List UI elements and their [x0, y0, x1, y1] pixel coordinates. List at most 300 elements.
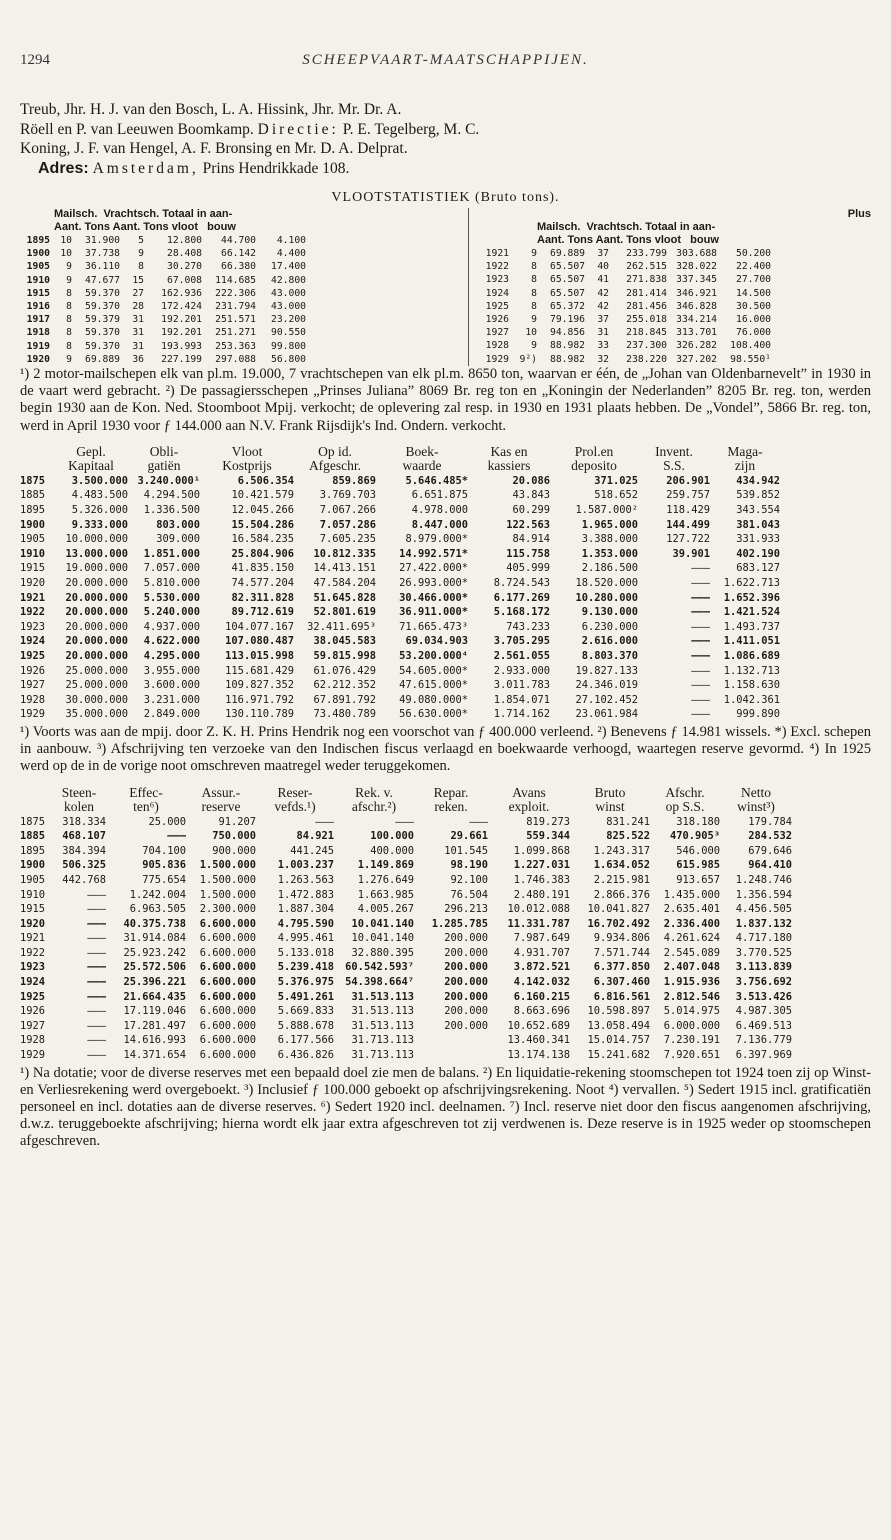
fleet-left-cell: 67.008: [167, 274, 202, 286]
reserves-table-cell: 6.600.000: [199, 976, 256, 989]
capital-table-cell: ———: [691, 562, 710, 575]
reserves-table-cell: ———: [87, 946, 106, 959]
directie-label: Directie:: [257, 120, 339, 138]
fleet-right-row: [475, 287, 871, 300]
capital-table-cell: 130.110.789: [225, 708, 294, 721]
capital-table-header-cell: kassiers: [487, 459, 531, 474]
capital-table-cell: 26.993.000*: [399, 577, 468, 589]
fleet-left-cell: 8: [66, 340, 72, 352]
capital-table-cell: 67.891.792: [313, 693, 376, 706]
capital-table-cell: 49.080.000*: [399, 693, 468, 706]
reserves-table-cell: 31.513.113: [351, 990, 414, 1003]
fleet-right-cell: 14.500: [736, 287, 771, 299]
fleet-right-cell: 1929: [485, 353, 509, 365]
fleet-left-half: [20, 208, 469, 366]
fleet-left-cell: 8: [66, 301, 72, 313]
reserves-table-header-cell: Effec-: [129, 785, 163, 800]
capital-table-cell: 3.240.000¹: [137, 474, 200, 487]
reserves-table-cell: 1.356.594: [735, 888, 792, 901]
capital-table-cell: 1885: [20, 489, 46, 502]
fleet-left-cell: 27: [132, 287, 144, 299]
reserves-table-cell: 3.756.692: [735, 976, 792, 989]
capital-table-cell: 1927: [20, 679, 46, 692]
capital-table-cell: 30.000.000: [65, 693, 128, 706]
capital-table-cell: 115.681.429: [225, 664, 294, 677]
fleet-right-cell: 65.507: [550, 274, 585, 286]
reserves-table-row: [20, 1048, 871, 1063]
capital-table-header-cell: Obli-: [149, 444, 179, 459]
capital-table-cell: 25.000.000: [65, 664, 128, 677]
capital-table-header-cell: Afgeschr.: [308, 459, 362, 474]
fleet-left-cell: 59.370: [85, 301, 120, 313]
capital-table-cell: 118.429: [666, 504, 710, 517]
reserves-table-cell: 200.000: [444, 961, 488, 974]
fleet-right-cell: 42: [597, 287, 609, 299]
capital-table-cell: 4.937.000: [143, 620, 200, 633]
fleet-left-cell: 31.900: [85, 235, 120, 246]
fleet-right-cell: 32: [597, 353, 609, 365]
reserves-table-header-row: [20, 800, 871, 815]
fleet-left-cell: 31: [132, 340, 144, 352]
reserves-table-cell: 54.398.664⁷: [345, 976, 414, 989]
capital-table-cell: 206.901: [666, 474, 710, 487]
capital-table-cell: 259.757: [666, 489, 710, 502]
capital-table-cell: 3.011.783: [493, 679, 550, 692]
fleet-left-cell: 1917: [26, 314, 50, 326]
reserves-table-cell: 6.177.566: [277, 1034, 334, 1047]
capital-table-cell: 89.712.619: [231, 606, 294, 619]
reserves-table-cell: 6.963.505: [129, 903, 186, 916]
board-line-2: [20, 120, 871, 140]
reserves-table-cell: ———: [87, 1049, 106, 1062]
capital-table-cell: 3.388.000: [581, 533, 638, 546]
capital-table-cell: 53.200.000⁴: [399, 649, 468, 662]
fleet-right-row: [475, 300, 871, 313]
reserves-table-cell: 1.285.785: [431, 917, 488, 930]
reserves-table-cell: 468.107: [62, 830, 106, 843]
fleet-left-row: [20, 274, 468, 287]
capital-table-cell: 12.045.266: [231, 504, 294, 517]
reserves-table-cell: 559.344: [526, 830, 570, 843]
reserves-table-cell: [414, 1033, 488, 1048]
reserves-table-cell: 1920: [20, 917, 46, 930]
reserves-table-cell: 2.300.000: [199, 903, 256, 916]
reserves-table-row: [20, 1004, 871, 1019]
fleet-right-cell: 255.018: [626, 314, 667, 326]
capital-table-cell: ———: [691, 679, 710, 692]
fleet-left-cell: 28: [132, 301, 144, 313]
reserves-table-cell: 2.866.376: [593, 888, 650, 901]
reserves-table-cell: 6.000.000: [663, 1019, 720, 1032]
running-head: [20, 52, 871, 74]
fleet-left-cell: 30.270: [167, 261, 202, 273]
reserves-table-cell: 2.407.048: [663, 961, 720, 974]
reserves-table-cell: 13.058.494: [587, 1019, 650, 1032]
reserves-table-cell: ———: [87, 990, 106, 1003]
reserves-table-cell: 4.795.590: [277, 917, 334, 930]
fleet-left-header-1: Mailsch. Vrachtsch. Totaal in aan-: [54, 208, 233, 220]
fleet-right-cell: 8: [531, 274, 537, 286]
capital-table-cell: 683.127: [736, 562, 780, 575]
capital-table-cell: 1900: [20, 518, 46, 531]
capital-table-cell: 2.933.000: [493, 664, 550, 677]
capital-table-cell: 1926: [20, 664, 46, 677]
reserves-table-cell: 21.664.435: [123, 990, 186, 1003]
capital-table-cell: 3.955.000: [143, 664, 200, 677]
reserves-table-cell: 1.887.304: [277, 903, 334, 916]
fleet-left-cell: 17.400: [271, 261, 306, 273]
fleet-right-cell: 79.196: [550, 314, 585, 326]
capital-table-cell: 1.132.713: [723, 664, 780, 677]
capital-table-cell: 5.810.000: [143, 577, 200, 589]
board-line-2-end: P. E. Tegelberg, M. C.: [342, 120, 480, 138]
capital-table-cell: 4.295.000: [143, 649, 200, 662]
reserves-table-cell: 1923: [20, 961, 46, 974]
fleet-right-row: [475, 260, 871, 273]
fleet-right-cell: 218.845: [626, 327, 667, 339]
capital-table-cell: 36.911.000*: [399, 606, 468, 619]
capital-table-cell: ———: [691, 577, 710, 589]
reserves-table-cell: 775.654: [142, 873, 186, 886]
fleet-left-cell: 5: [138, 235, 144, 246]
capital-table-header-cell: Op id.: [318, 444, 352, 459]
fleet-left-cell: 10: [60, 235, 72, 246]
reserves-table-cell: 7.571.744: [593, 946, 650, 959]
capital-table-cell: 4.622.000: [143, 635, 200, 648]
fleet-left-cell: 1895: [26, 235, 50, 246]
capital-table-header-cell: Kapitaal: [68, 459, 114, 474]
capital-table-cell: 15.504.286: [231, 518, 294, 531]
reserves-table-header-cell: Assur.-: [201, 785, 241, 800]
capital-table-cell: 20.086: [512, 474, 550, 487]
capital-table-cell: ———: [691, 606, 710, 619]
reserves-table-row: [20, 888, 871, 903]
fleet-left-cell: 251.271: [215, 327, 256, 339]
reserves-table-header-cell: afschr.²): [351, 800, 397, 815]
capital-table-cell: 5.530.000: [143, 591, 200, 604]
capital-table-cell: 104.077.167: [225, 620, 294, 633]
address-street: Prins Hendrikkade 108.: [202, 159, 350, 177]
reserves-table-row: [20, 844, 871, 859]
reserves-table-cell: 7.987.649: [513, 932, 570, 945]
capital-table-cell: 13.000.000: [65, 547, 128, 560]
capital-table-cell: 2.616.000: [581, 635, 638, 648]
fleet-right-row: [475, 353, 871, 366]
capital-table-cell: 115.758: [506, 547, 550, 560]
reserves-table-cell: 400.000: [370, 844, 414, 857]
capital-table-cell: 18.520.000: [575, 577, 638, 589]
reserves-table-row: [20, 990, 871, 1005]
fleet-left-cell: 192.201: [161, 327, 202, 339]
reserves-table-cell: 1.915.936: [663, 976, 720, 989]
fleet-right-cell: 88.982: [550, 353, 585, 365]
capital-table-cell: 1925: [20, 649, 46, 662]
fleet-left-cell: 162.936: [161, 287, 202, 299]
address-label: Adres:: [38, 159, 89, 177]
reserves-table-header-cell: Afschr.: [665, 785, 705, 800]
fleet-left-cell: 15: [132, 274, 144, 286]
reserves-table-cell: 1910: [20, 888, 46, 901]
fleet-left-cell: 99.800: [271, 340, 306, 352]
reserves-table-header-cell: Rek. v.: [355, 785, 393, 800]
capital-table-cell: 116.971.792: [225, 693, 294, 706]
reserves-table-cell: 5.376.975: [277, 976, 334, 989]
reserves-table-cell: 2.215.981: [593, 873, 650, 886]
capital-table-cell: 6.230.000: [581, 620, 638, 633]
reserves-table-cell: 29.661: [450, 830, 488, 843]
reserves-table-cell: ———: [469, 815, 488, 828]
reserves-table-header-cell: Avans: [512, 785, 546, 800]
reserves-table-cell: 1.263.563: [277, 873, 334, 886]
reserves-table-cell: 284.532: [748, 830, 792, 843]
fleet-right-cell: 313.701: [676, 327, 717, 339]
fleet-left-cell: 1915: [26, 287, 50, 299]
reserves-table-cell: 6.600.000: [199, 946, 256, 959]
reserves-table-cell: 441.245: [290, 844, 334, 857]
fleet-left-cell: 59.370: [85, 327, 120, 339]
capital-table-cell: ———: [691, 664, 710, 677]
reserves-table-cell: 2.635.401: [663, 903, 720, 916]
reserves-table-cell: 1927: [20, 1019, 46, 1032]
running-title: SCHEEPVAART-MAATSCHAPPIJEN.: [302, 52, 589, 68]
capital-table-cell: 7.605.235: [319, 533, 376, 546]
fleet-left-cell: 251.571: [215, 314, 256, 326]
reserves-table-cell: 1922: [20, 946, 46, 959]
fleet-right-cell: 8: [531, 287, 537, 299]
reserves-table-cell: 1.837.132: [735, 917, 792, 930]
reserves-table-cell: 13.460.341: [507, 1034, 570, 1047]
reserves-table-cell: 1.099.868: [513, 844, 570, 857]
capital-table-cell: 113.015.998: [225, 649, 294, 662]
capital-table-cell: 2.561.055: [493, 649, 550, 662]
fleet-left-cell: 8: [66, 287, 72, 299]
fleet-right-cell: 9: [531, 248, 537, 259]
fleet-left-cell: 4.400: [276, 248, 306, 260]
fleet-left-cell: 12.800: [167, 235, 202, 246]
fleet-left-cell: 31: [132, 314, 144, 326]
reserves-table-header-cell: [20, 800, 52, 815]
capital-table-cell: 1.336.500: [143, 504, 200, 517]
reserves-table-cell: 200.000: [444, 932, 488, 945]
reserves-table-cell: 6.436.826: [277, 1049, 334, 1062]
capital-table-cell: 20.000.000: [65, 620, 128, 633]
capital-table-header-cell: zijn: [734, 459, 756, 474]
reserves-table-cell: 14.616.993: [123, 1034, 186, 1047]
capital-table-cell: 1.353.000: [581, 547, 638, 560]
capital-table-header-row: [20, 445, 871, 460]
reserves-table-cell: 3.872.521: [513, 961, 570, 974]
fleet-right-cell: 334.214: [676, 314, 717, 326]
capital-table-cell: 1.411.051: [723, 635, 780, 648]
reserves-table-cell: 1926: [20, 1005, 46, 1018]
fleet-left-row: [20, 326, 468, 339]
fleet-left-cell: 69.889: [85, 353, 120, 365]
capital-table-cell: 1.965.000: [581, 518, 638, 531]
reserves-table-cell: 7.230.191: [663, 1034, 720, 1047]
capital-table-cell: 127.722: [666, 533, 710, 546]
reserves-table-cell: 76.504: [450, 888, 488, 901]
capital-table-cell: 24.346.019: [575, 679, 638, 692]
reserves-table-cell: 4.931.707: [513, 946, 570, 959]
reserves-table-row: [20, 946, 871, 961]
capital-table-cell: 10.000.000: [65, 533, 128, 546]
capital-table-cell: ———: [691, 693, 710, 706]
capital-table-cell: 1875: [20, 474, 46, 487]
reserves-table-row: [20, 1019, 871, 1034]
fleet-right-cell: 271.838: [626, 274, 667, 286]
fleet-right-cell: 1924: [485, 287, 509, 299]
reserves-table-cell: 6.600.000: [199, 1049, 256, 1062]
capital-table-cell: 51.645.828: [313, 591, 376, 604]
reserves-table-cell: 546.000: [676, 844, 720, 857]
reserves-table-cell: 9.934.806: [593, 932, 650, 945]
reserves-table-cell: 1.242.004: [129, 888, 186, 901]
fleet-left-cell: 4.100: [276, 235, 306, 246]
capital-table-row: [20, 664, 871, 679]
fleet-right-cell: 10: [525, 327, 537, 339]
fleet-right-cell: 37: [597, 248, 609, 259]
reserves-table-cell: 1.227.031: [513, 859, 570, 872]
reserves-table-cell: 200.000: [444, 976, 488, 989]
capital-table-cell: 8.803.370: [581, 649, 638, 662]
reserves-table-cell: 5.133.018: [277, 946, 334, 959]
capital-table-cell: 539.852: [736, 489, 780, 502]
capital-table-cell: 62.212.352: [313, 679, 376, 692]
reserves-table-header-cell: reserve: [201, 800, 241, 815]
reserves-table-header-cell: reken.: [434, 800, 468, 815]
capital-table-row: [20, 591, 871, 606]
capital-table-cell: 144.499: [666, 518, 710, 531]
reserves-table-cell: 200.000: [444, 946, 488, 959]
reserves-table-row: [20, 975, 871, 990]
fleet-left-cell: 1910: [26, 274, 50, 286]
capital-table: [20, 445, 871, 722]
capital-table-cell: 3.769.703: [319, 489, 376, 502]
capital-table-cell: 14.413.151: [313, 562, 376, 575]
capital-table-cell: 6.506.354: [237, 474, 294, 487]
reserves-table-row: [20, 917, 871, 932]
fleet-right-cell: 37: [597, 314, 609, 326]
fleet-left-cell: 172.424: [161, 301, 202, 313]
reserves-table-header-cell: Reser-: [277, 785, 313, 800]
capital-table-cell: 8.979.000*: [405, 533, 468, 546]
reserves-table-cell: 6.377.850: [593, 961, 650, 974]
fleet-left-cell: 66.380: [221, 261, 256, 273]
reserves-table-cell: 2.812.546: [663, 990, 720, 1003]
fleet-right-cell: 9²): [519, 353, 537, 365]
fleet-right-cell: 65.372: [550, 300, 585, 312]
reserves-table-cell: 5.888.678: [277, 1019, 334, 1032]
reserves-table-cell: 1.243.317: [593, 844, 650, 857]
capital-table-header-cell: Kostprijs: [222, 459, 272, 474]
reserves-table-header-cell: vefds.¹): [274, 800, 316, 815]
capital-table-cell: 4.483.500: [71, 489, 128, 502]
capital-table-cell: 1924: [20, 635, 46, 648]
address-line: [20, 159, 871, 179]
reserves-table-cell: 1924: [20, 976, 46, 989]
fleet-right-cell: 1928: [485, 340, 509, 352]
reserves-table-cell: 100.000: [370, 830, 414, 843]
reserves-table-cell: 4.987.305: [735, 1005, 792, 1018]
fleet-left-cell: 1919: [26, 340, 50, 352]
capital-table-row: [20, 518, 871, 533]
fleet-left-cell: 9: [66, 274, 72, 286]
capital-table-cell: 1.042.361: [723, 693, 780, 706]
capital-table-cell: 331.933: [736, 533, 780, 546]
capital-table-cell: 107.080.487: [225, 635, 294, 648]
reserves-table-cell: 15.014.757: [587, 1034, 650, 1047]
capital-table-cell: 1.086.689: [723, 649, 780, 662]
fleet-left-cell: 222.306: [215, 287, 256, 299]
fleet-right-cell: 346.921: [676, 287, 717, 299]
capital-table-cell: 6.651.875: [411, 489, 468, 502]
capital-table-cell: 343.554: [736, 504, 780, 517]
capital-table-cell: 59.815.998: [313, 649, 376, 662]
reserves-table-cell: 831.241: [606, 815, 650, 828]
fleet-left-cell: 193.993: [161, 340, 202, 352]
fleet-left-cell: 8: [66, 327, 72, 339]
capital-table-cell: 309.000: [156, 533, 200, 546]
capital-table-header-cell: Kas en: [490, 444, 528, 459]
fleet-right-cell: 238.220: [626, 353, 667, 365]
reserves-table-cell: 92.100: [450, 873, 488, 886]
fleet-right-cell: 326.282: [676, 340, 717, 352]
reserves-table-cell: 442.768: [62, 873, 106, 886]
capital-table-header-cell: deposito: [571, 459, 617, 474]
reserves-table-row: [20, 815, 871, 830]
reserves-table-cell: 6.600.000: [199, 1005, 256, 1018]
reserves-table-cell: 31.713.113: [351, 1034, 414, 1047]
reserves-table-cell: 1921: [20, 932, 46, 945]
capital-table-cell: 7.067.266: [319, 504, 376, 517]
capital-table-cell: 3.705.295: [493, 635, 550, 648]
capital-table-cell: 10.280.000: [575, 591, 638, 604]
reserves-table-cell: 40.375.738: [123, 917, 186, 930]
reserves-table-cell: 10.652.689: [507, 1019, 570, 1032]
fleet-right-cell: 328.022: [676, 261, 717, 273]
reserves-table-cell: 964.410: [748, 859, 792, 872]
reserves-table-cell: 25.572.506: [123, 961, 186, 974]
page-number: 1294: [20, 52, 50, 68]
reserves-table-cell: 7.136.779: [735, 1034, 792, 1047]
fleet-right-cell: 281.414: [626, 287, 667, 299]
reserves-table-cell: 679.646: [748, 844, 792, 857]
capital-table-cell: 1895: [20, 504, 46, 517]
reserves-table-header-row: [20, 786, 871, 801]
capital-table-cell: 32.411.695³: [307, 620, 376, 633]
capital-table-cell: 27.422.000*: [399, 562, 468, 575]
fleet-right-header-2: Aant. Tons Aant. Tons vloot bouw: [537, 234, 719, 246]
capital-table-cell: 10.421.579: [231, 489, 294, 502]
reserves-table-cell: 5.491.261: [277, 990, 334, 1003]
reserves-table-cell: 1.500.000: [199, 873, 256, 886]
capital-table-row: [20, 693, 871, 708]
fleet-left-row: [20, 300, 468, 313]
reserves-table-cell: 16.702.492: [587, 917, 650, 930]
fleet-right-cell: 31: [597, 327, 609, 339]
capital-table-cell: 2.849.000: [143, 708, 200, 721]
reserves-table-header-cell: kolen: [64, 800, 94, 815]
capital-table-header-cell: Invent.: [655, 444, 693, 459]
reserves-table-cell: 200.000: [444, 1005, 488, 1018]
reserves-table-header-cell: Netto: [741, 785, 771, 800]
reserves-table-cell: ———: [167, 830, 186, 843]
capital-table-cell: ———: [691, 649, 710, 662]
reserves-table-cell: 296.213: [444, 903, 488, 916]
fleet-right-cell: 9: [531, 314, 537, 326]
capital-table-cell: 19.000.000: [65, 562, 128, 575]
reserves-table-row: [20, 829, 871, 844]
